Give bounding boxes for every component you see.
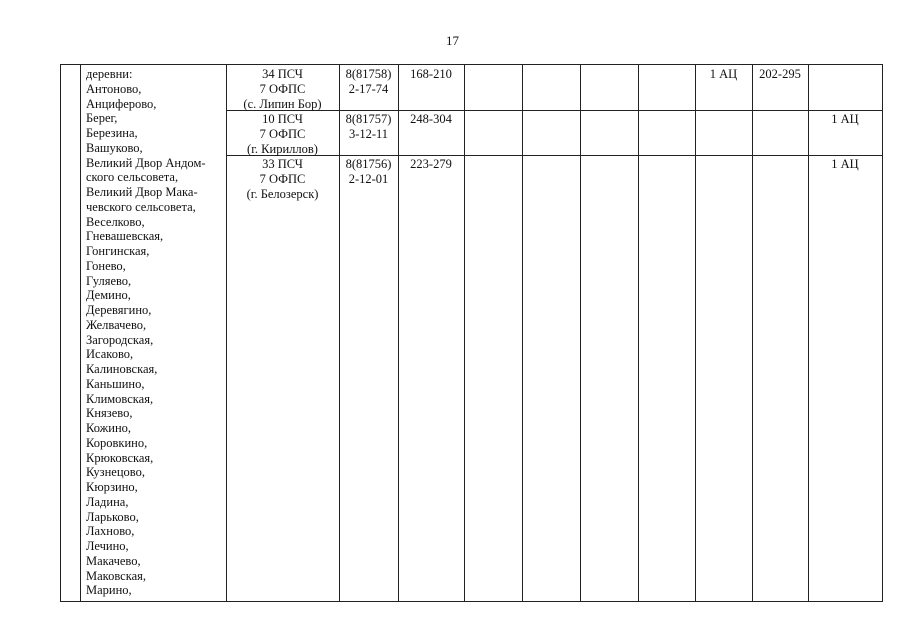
village-item: Деревягино, [86,303,152,317]
village-item: Лахново, [86,524,135,539]
phone-code: 8(81756) [345,157,392,171]
col-line [808,64,809,602]
col-line [752,64,753,602]
time-range: 168-210 [410,67,452,81]
time-range: 223-279 [410,157,452,171]
village-item: ского сельсовета, [86,170,179,185]
col-line [398,64,399,602]
unit-name: 33 ПСЧ [262,157,303,171]
col-line [60,64,61,602]
village-item: Березина, [86,126,138,140]
unit-detachment: 7 ОФПС [259,172,306,186]
village-item: Веселково, [86,214,145,229]
village-item: Кузнецово, [86,465,145,480]
village-item: Великий Двор Мака- [86,185,198,199]
village-item: чевского сельсовета, [86,199,196,214]
row-line [60,64,882,65]
village-item: Ладина, [86,494,129,509]
col-line [522,64,523,602]
col-line [638,64,639,602]
unit-name: 34 ПСЧ [262,67,303,81]
village-item: Кожино, [86,421,132,435]
village-item: Исаково, [86,347,134,362]
equipment-last: 1 АЦ [831,157,859,171]
fire-units-table [60,64,882,602]
village-item: Маковская, [86,568,147,583]
village-item: Калиновская, [86,362,158,376]
col-line [695,64,696,602]
village-item: Антоново, [86,81,142,96]
page-number: 17 [446,33,459,48]
village-item: Гуляево, [86,273,132,288]
village-item: Демино, [86,288,131,303]
village-item: Гонгинская, [86,244,150,258]
village-item: Загородская, [86,332,154,347]
village-item: Кюрзино, [86,480,138,494]
equipment-last: 1 АЦ [831,112,859,126]
village-item: Крюковская, [86,450,154,465]
equipment: 1 АЦ [709,67,738,81]
row-line [60,601,882,602]
village-item: Коровкино, [86,435,148,450]
village-item: Гневашевская, [86,229,164,244]
village-item: Марино, [86,583,132,598]
unit-detachment: 7 ОФПС [259,127,306,141]
unit-location: (г. Кириллов) [247,142,318,156]
village-item: Каньшино, [86,376,145,391]
village-item: Макачево, [86,553,141,568]
village-item: Вашуково, [86,140,143,155]
time-range: 248-304 [410,112,452,126]
village-item: деревни: [86,67,133,81]
village-item: Желвачево, [86,317,147,332]
villages-list [86,67,206,598]
col-line [464,64,465,602]
unit-name: 10 ПСЧ [262,112,303,126]
village-item: Анциферово, [86,96,157,111]
village-item: Великий Двор Андом- [86,155,206,170]
unit-location: (с. Липин Бор) [243,97,322,111]
village-item: Лечино, [86,539,129,553]
village-item: Берег, [86,111,118,126]
unit-location: (г. Белозерск) [246,187,319,201]
phone-number: 2-12-01 [348,172,389,186]
col-line [882,64,883,602]
phone-code: 8(81757) [345,112,392,126]
phone-number: 2-17-74 [348,82,389,96]
village-item: Климовская, [86,391,154,406]
equipment-range: 202-295 [759,67,801,81]
col-line [80,64,81,602]
col-line [339,64,340,602]
village-item: Гонево, [86,258,126,273]
phone-number: 3-12-11 [348,127,389,141]
col-line [580,64,581,602]
village-item: Ларьково, [86,509,139,524]
phone-code: 8(81758) [345,67,392,81]
village-item: Князево, [86,406,133,421]
unit-detachment: 7 ОФПС [259,82,306,96]
